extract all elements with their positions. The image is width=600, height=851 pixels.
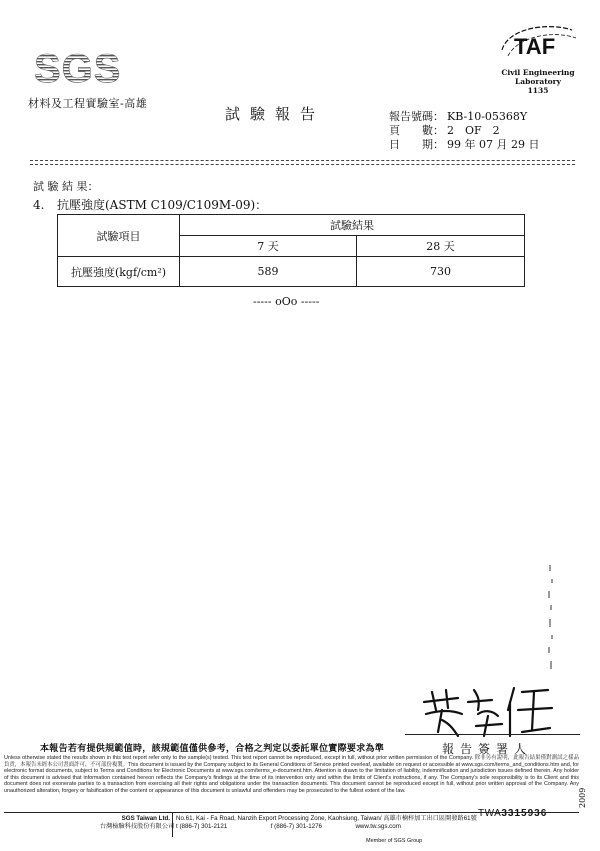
taf-caption-line3: 1135 — [527, 86, 549, 95]
report-number: KB-10-05368Y — [447, 110, 528, 123]
separator-bottom — [30, 164, 575, 165]
test-item-number: 4. — [33, 198, 45, 212]
header-test-result: 試驗結果 — [180, 215, 525, 236]
header-test-item: 試驗項目 — [58, 215, 180, 257]
table-header-row — [58, 215, 525, 236]
end-of-report-mark: ----- oOo ----- — [253, 295, 320, 308]
footer-rule — [4, 812, 579, 813]
serial-prefix: TWA — [478, 808, 502, 819]
report-number-row — [389, 110, 539, 124]
signature-line — [405, 734, 580, 735]
sgs-logo-text: SGS — [34, 47, 122, 91]
report-date: 99 年 07 月 29 日 — [447, 138, 540, 151]
lab-name: 材料及工程實驗室-高雄 — [28, 97, 148, 110]
legal-disclaimer: Unless otherwise stated the results shown in this test report refer only to the sample(s) tested. This test report cannot be reproduced, except in full, without prior written permission of the Company. 除非另有說明，此報告結果僅對測試之樣品負責，本報告未經本公司書面許可，不可部份複製。This document is issued by the Company subject to its General Conditions of Service printed overleaf, available on request or accessible at www.sgs.com/terms_and_conditions.htm and, for electronic format documents, subject to Terms and Conditions for Electronic Documents at www.sgs.com/terms_e-document.htm. Attention is drawn to the limitation of liability, indemnification and jurisdiction issues defined therein. Any holder of this document is advised that information contained hereon reflects the Company's findings at the time of its intervention only and within the limits of Client's instructions, if any. The Company's sole responsibility is to its Client and this document does not exonerate parties to a transaction from exercising all their rights and obligations under the transaction documents. This document cannot be reproduced except in full, without prior written approval of the Company. Any unauthorized alteration, forgery or falsification of the content or appearance of this document is unlawful and offenders may be prosecuted to the fullest extent of the law. — [4, 755, 579, 794]
address-zh: / 高雄市楠梓加工出口區開發路61號 — [379, 815, 477, 822]
fax: f (886-7) 301-1276 — [270, 823, 322, 830]
contact-line — [176, 823, 477, 831]
section-title: 試 驗 結 果： — [33, 180, 99, 193]
page-count-row — [389, 124, 539, 138]
website-link[interactable]: www.tw.sgs.com — [355, 823, 401, 830]
address-block — [176, 815, 477, 831]
taf-logo-graphic — [498, 20, 580, 70]
company-block — [100, 815, 175, 831]
page-count: 2 OF 2 — [447, 124, 500, 137]
page-count-label: 頁 數： — [389, 124, 444, 137]
form-year: 2009 — [578, 787, 587, 808]
handwritten-signature — [418, 680, 568, 738]
taf-caption-line1: Civil Engineering — [501, 68, 575, 77]
serial-digits: 3315936 — [501, 808, 548, 819]
scan-marks-graphic — [539, 565, 559, 675]
test-item-heading — [33, 196, 267, 213]
table-row — [58, 257, 525, 287]
header-7-days: 7 天 — [180, 236, 357, 257]
footer-divider — [172, 813, 173, 837]
value-7-days: 589 — [180, 257, 357, 287]
taf-logo-text: TAF — [514, 34, 556, 59]
company-name-zh: 台灣檢驗科技股份有限公司 — [100, 823, 175, 830]
specification-notice: 本報告若有提供規範值時，該規範值僅供參考，合格之判定以委託單位實際要求為準 — [40, 744, 385, 754]
phone: t (886-7) 301-2121 — [176, 823, 228, 830]
report-date-label: 日 期： — [389, 138, 444, 151]
page-title: 試驗報告 — [225, 105, 326, 123]
results-table — [57, 214, 525, 287]
address-en: No.61, Kai - Fa Road, Nanzih Export Processing Zone, Kaohsiung, Taiwan — [176, 815, 380, 822]
signatory-label: 報告簽署人 — [442, 742, 533, 756]
member-of-sgs-group: Member of SGS Group — [366, 838, 423, 844]
serial-number — [478, 808, 547, 819]
row-label-compressive-strength: 抗壓強度(kgf/cm²) — [58, 257, 180, 287]
taf-caption-line2: Laboratory — [515, 77, 561, 86]
test-item-title: 抗壓強度(ASTM C109/C109M-09)： — [57, 198, 268, 212]
sgs-logo-graphic — [32, 40, 122, 91]
signature-image — [418, 680, 568, 738]
taf-caption — [490, 68, 586, 95]
report-meta — [389, 110, 539, 152]
address-line — [176, 815, 477, 823]
company-name-en: SGS Taiwan Ltd. — [121, 815, 170, 822]
header-28-days: 28 天 — [357, 236, 525, 257]
value-28-days: 730 — [357, 257, 525, 287]
scan-marks — [539, 565, 559, 675]
report-date-row — [389, 138, 539, 152]
separator-top — [30, 160, 575, 161]
sgs-logo — [32, 40, 122, 91]
report-number-label: 報告號碼： — [389, 110, 444, 123]
